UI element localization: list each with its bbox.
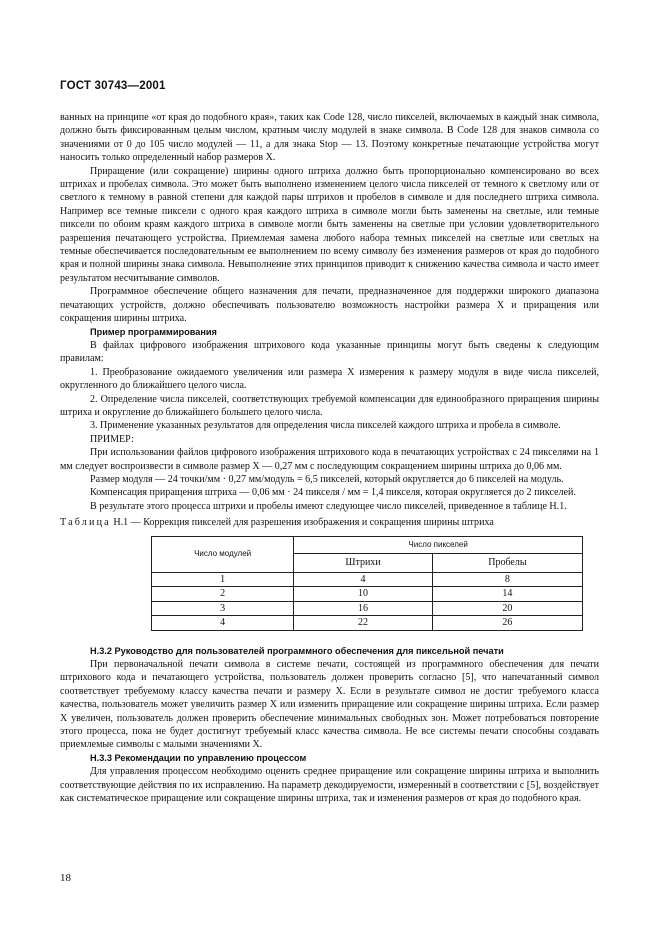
paragraph: Программное обеспечение общего назначения для печати, предназначенное для поддержки широкого диапазона печатающих устройств, должно обеспечивать пользователю возможность настройки размера X и приращения или сокращения ширины штриха. (60, 286, 599, 325)
paragraph: При использовании файлов цифрового изображения штрихового кода в печатающих устройствах с 24 пикселями на 1 мм следует воспроизвести в символе размер X — 0,27 мм с последующим сокращением ширины штриха до 0,06 мм. (60, 447, 599, 472)
table-caption (60, 516, 599, 529)
cell-bars: 10 (294, 587, 433, 602)
list-item: 1. Преобразование ожидаемого увеличения или размера X измерения к размеру модуля в виде числа пикселей, округленного до ближайшего целого числа. (60, 366, 599, 392)
cell-modules: 2 (152, 587, 294, 602)
subheading-programming-example: Пример программирования (90, 326, 217, 337)
column-header-pixels: Число пикселей (294, 536, 583, 553)
cell-modules: 1 (152, 572, 294, 587)
table-row (152, 616, 583, 631)
paragraph: Приращение (или сокращение) ширины одного штриха должно быть пропорционально компенсировано во всех штрихах и пробелах символа. Это может быть выполнено изменением целого числа пикселей от темного к светлому или от светлого к темному в равной степени для каждой пары штрихов и пробелов в символе и для последнего штриха символа. Например все темные пиксели с одного края каждого штриха в символе могли быть заменены на светлые, или темные пиксели по обоим краям каждого штриха в символе могли быть заменены на светлые при условии удовлетворительного разрешения печатающего устройства. Приемлемая замена любого набора темных пикселей на светлые или светлых на темные обеспечивается последовательным ее выполнением по всему символу без изменения размеров от края до подобного края и полной ширины знака символа. Невыполнение этих принципов приводит к снижению качества символа и часто имеет результатом несчитывание символов. (60, 165, 599, 284)
document-body (60, 111, 599, 805)
section-heading-h33: H.3.3 Рекомендации по управлению процессом (90, 752, 307, 763)
paragraph: Компенсация приращения штриха — 0,06 мм · 24 пикселя / мм = 1,4 пикселя, которая округляется до 2 пикселей. (90, 487, 576, 499)
cell-spaces: 20 (432, 601, 582, 616)
table-caption-text: H.1 — Коррекция пикселей для разрешения изображения и сокращения ширины штриха (110, 517, 494, 529)
paragraph: ванных на принципе «от края до подобного края», таких как Code 128, число пикселей, включаемых в каждый знак символа, должно быть фиксированным целым числом, кратным числу модулей в знаке символа. В Code 128 для знаков символа со значениями от 0 до 105 число модулей — 11, а для знака Stop — 13. Поэтому конкретные печатающие устройства могут наносить только определенный набор размеров X. (60, 112, 599, 164)
column-header-modules: Число модулей (152, 536, 294, 572)
paragraph: В результате этого процесса штрихи и пробелы имеют следующее число пикселей, приведенное в таблице H.1. (90, 500, 567, 512)
cell-bars: 16 (294, 601, 433, 616)
page-number: 18 (60, 872, 71, 884)
list-item: 3. Применение указанных результатов для определения числа пикселей каждого штриха и пробела в символе. (90, 420, 561, 432)
pixel-correction-table (151, 536, 583, 631)
table-row (152, 587, 583, 602)
paragraph: В файлах цифрового изображения штрихового кода указанные принципы могут быть сведены к следующим правилам: (60, 339, 599, 365)
cell-spaces: 8 (432, 572, 582, 587)
cell-modules: 3 (152, 601, 294, 616)
paragraph: Размер модуля — 24 точки/мм · 0,27 мм/модуль = 6,5 пикселей, который округляется до 6 пикселей на модуль. (90, 473, 564, 485)
cell-spaces: 14 (432, 587, 582, 602)
cell-spaces: 26 (432, 616, 582, 631)
list-item: 2. Определение числа пикселей, соответствующих требуемой компенсации для единообразного приращения ширины штриха и округление до ближайшего большего целого числа. (60, 393, 599, 418)
paragraph: Для управления процессом необходимо оценить среднее приращение или сокращение ширины штриха и выполнить соответствующие действия по их исправлению. На параметр декодируемости, измеренный в соответствии с [5], воздействует как систематическое приращение или сокращение ширины штриха, так и изменения размеров от края до подобного края. (60, 766, 599, 805)
table-row (152, 572, 583, 587)
cell-bars: 4 (294, 572, 433, 587)
paragraph: При первоначальной печати символа в системе печати, состоящей из программного обеспечения для печати штрихового кода и печатающего устройства, пользователь должен проверить согласно [5], что напечатанный символ соответствует требуемому классу качества печати и размеру X. Если в результате символ не достиг требуемого класса качества, пользователь может увеличить размер X или изменить приращение или сокращение ширины штриха. Если размер X увеличен, пользователь должен проверить обеспечение минимальных свободных зон. Может потребоваться повторение этого процесса, пока не будет достигнут требуемый класс качества символа. Не все системы печати способны создавать приемлемые символы с малыми значениями X. (60, 659, 599, 751)
document-code-header: ГОСТ 30743—2001 (60, 80, 166, 92)
table-caption-prefix: Таблица (60, 517, 111, 529)
cell-bars: 22 (294, 616, 433, 631)
column-header-bars: Штрихи (294, 553, 433, 572)
column-header-spaces: Пробелы (432, 553, 582, 572)
cell-modules: 4 (152, 616, 294, 631)
example-label: ПРИМЕР: (90, 433, 134, 445)
table-row (152, 601, 583, 616)
section-heading-h32: H.3.2 Руководство для пользователей программного обеспечения для пиксельной печати (90, 645, 504, 656)
